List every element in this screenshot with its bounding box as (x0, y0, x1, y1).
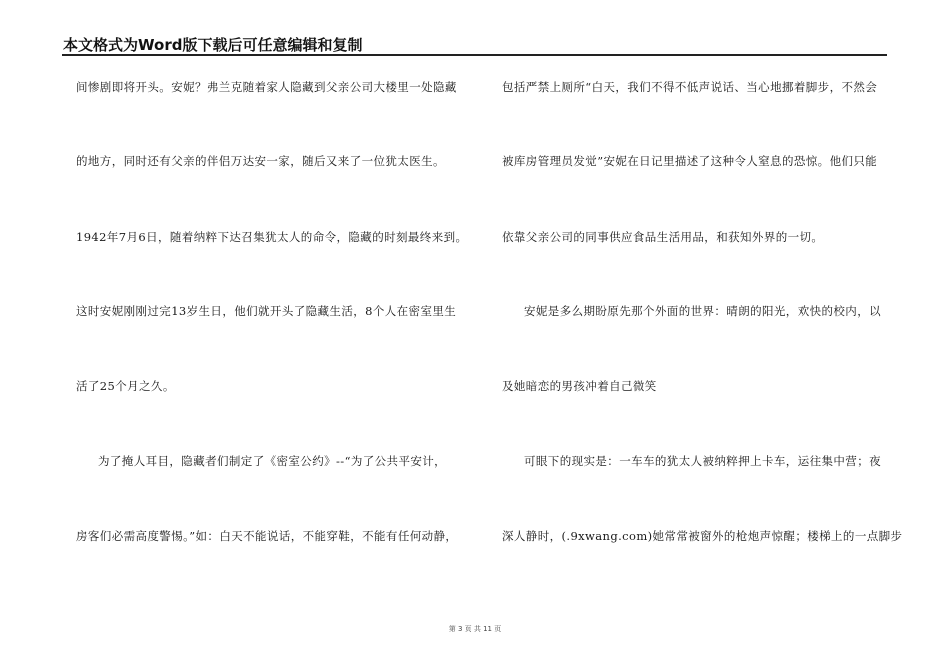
text-line: 1942年7月6日，随着纳粹下达召集犹太人的命令，隐藏的时刻最终来到。 (76, 230, 468, 244)
text-line: 安妮是多么期盼原先那个外面的世界：晴朗的阳光，欢快的校内，以 (524, 304, 881, 318)
text-line: 依靠父亲公司的同事供应食品生活用品，和获知外界的一切。 (502, 230, 824, 244)
text-line: 可眼下的现实是：一车车的犹太人被纳粹押上卡车，运往集中营；夜 (524, 454, 881, 468)
text-line: 活了25个月之久。 (76, 379, 175, 393)
text-line: 为了掩人耳目，隐藏者们制定了《密室公约》--“为了公共平安计， (98, 454, 447, 468)
text-line: 深人静时，(.9xwang.com)她常常被窗外的枪炮声惊醒；楼梯上的一点脚步 (502, 529, 903, 543)
text-line: 及她暗恋的男孩冲着自己微笑 (502, 379, 657, 393)
header-divider (62, 54, 887, 56)
text-line: 的地方，同时还有父亲的伴侣万达安一家，随后又来了一位犹太医生。 (76, 154, 445, 168)
text-line: 房客们必需高度警惕。”如：白天不能说话，不能穿鞋，不能有任何动静， (76, 529, 458, 543)
page-footer-number: 第 3 页 共 11 页 (448, 625, 502, 633)
text-line: 包括严禁上厕所“白天，我们不得不低声说话、当心地挪着脚步，不然会 (502, 80, 878, 94)
text-line: 间惨剧即将开头。安妮？弗兰克随着家人隐藏到父亲公司大楼里一处隐藏 (76, 80, 457, 94)
text-line: 被库房管理员发觉”安妮在日记里描述了这种令人窒息的恐惊。他们只能 (502, 154, 878, 168)
text-line: 这时安妮刚刚过完13岁生日，他们就开头了隐藏生活，8个人在密室里生 (76, 304, 457, 318)
page-header-title: 本文格式为Word版下载后可任意编辑和复制 (63, 36, 363, 54)
